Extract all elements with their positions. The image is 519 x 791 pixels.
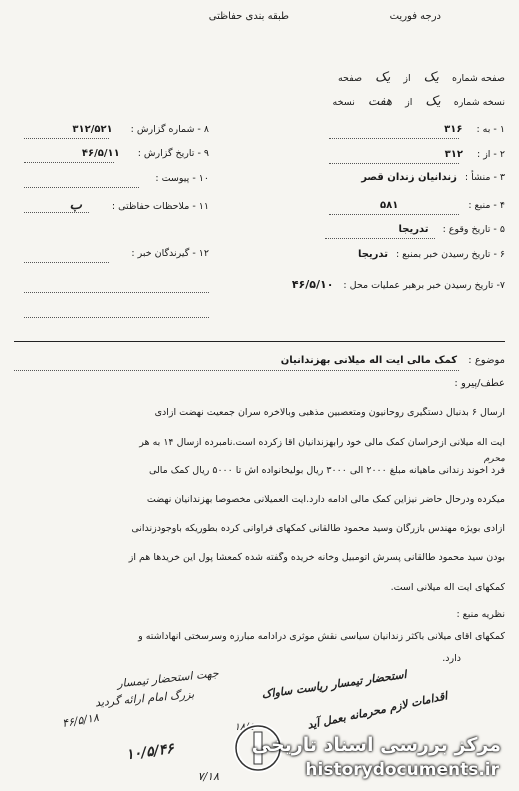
dotted-line: [24, 262, 109, 263]
body-line: آزادی بویژه مهندس بازرگان وسید محمود طالقانی کمکهای فراوانی کرده بطوریکه باوجودزندانی: [131, 523, 505, 534]
handwritten-date: ۱۸/۵: [234, 722, 254, 733]
watermark-title: مرکز بررسی اسناد تاریخی: [251, 734, 501, 756]
signature: ۱۰/۵/۴۶: [125, 740, 175, 764]
field-origin: ۳ - منشأ :زندانیان زندان قصر: [361, 172, 505, 183]
source-opinion-label: نظریه منبع :: [456, 609, 505, 620]
handwritten-date: ۷/۱۸: [197, 770, 219, 783]
field-recipients: ۱۲ - گیرندگان خبر :: [131, 248, 209, 259]
dotted-line: [329, 163, 459, 164]
subject-line: موضوع : کمک مالی ایت اله میلانی بهزندانیان: [280, 355, 505, 366]
page-number-row: صفحه شماره یک از یک صفحه: [337, 70, 505, 85]
handwritten-note: اقدامات لازم محرمانه بعمل آید: [306, 689, 449, 732]
field-report-date: ۹ - تاریخ گزارش :۴۶/۵/۱۱: [81, 148, 209, 159]
field-news-to-source: ۶ - تاریخ رسیدن خبر بمنبع :تدریجا: [357, 249, 505, 260]
dotted-line: [24, 317, 209, 318]
body-line: میکرده ودرحال حاضر نیزاین کمک مالی ادامه دارد.ایت العمیلانی مخصوصا بهزندانیان نهضت: [146, 494, 505, 505]
body-line: ارسال ۶ بدنبال دستگیری روحانیون ومتعصبین مذهبی وبالاخره سران جمعیت نهضت آزادی: [154, 407, 505, 418]
field-from: ۲ - از :۳۱۲: [444, 149, 505, 160]
field-to: ۱ - به :۳۱۶: [444, 124, 505, 135]
handwritten-note: جهت استحضار تیمسار: [116, 666, 220, 691]
field-attachment: ۱۰ - پیوست :: [155, 173, 209, 184]
source-opinion-tail: دارد.: [442, 653, 461, 664]
dotted-line: [325, 238, 435, 239]
dotted-line: [24, 162, 114, 163]
dotted-line: [329, 214, 459, 215]
insert-note: محرم: [483, 454, 505, 464]
field-security-notes: ۱۱ - ملاحظات حفاظتی :ب: [69, 198, 209, 213]
dotted-line: [24, 187, 139, 188]
body-line: بودن سید محمود طالقانی پسرش اتومبیل وخانه خریده وگفته شده کمعشا پول این خریدها هم از: [128, 552, 505, 563]
watermark-url: historydocuments.ir: [305, 760, 499, 780]
dotted-line: [24, 138, 109, 139]
classification-label: طبقه بندی حفاظتی: [208, 11, 289, 22]
copy-number-row: نسخه شماره یک از هفت نسخه: [332, 94, 505, 109]
handwritten-note: استحضار تیمسار ریاست ساواک: [260, 667, 408, 702]
handwritten-note: بزرگ امام ارائه گردید: [94, 687, 195, 710]
dotted-line: [329, 138, 459, 139]
reference-label: عطف/پیرو :: [454, 378, 505, 389]
dotted-line: [24, 212, 89, 213]
field-news-to-leader: ۷- تاریخ رسیدن خبر برهبر عملیات محل :۴۶/۵/۱۰: [291, 278, 505, 291]
field-report-number: ۸ - شماره گزارش :۳۱۲/۵۲۱: [72, 124, 209, 135]
field-event-date: ۵ - تاریخ وقوع :تدریجا: [398, 224, 505, 235]
body-line: کمکهای ایت اله میلانی است.: [390, 582, 505, 593]
field-source: ۴ - منبع :۵۸۱: [380, 200, 505, 211]
urgency-label: درجه فوریت: [389, 11, 441, 22]
dotted-line: [14, 370, 459, 371]
dotted-line: [24, 292, 209, 293]
handwritten-date: ۴۶/۵/۱۸: [61, 710, 100, 731]
section-divider: [14, 341, 505, 342]
source-opinion-text: کمکهای آقای میلانی باکثر زندانیان سیاسی نقش موثری درادامه مبارزه وسرسختی انهاداشته و: [138, 631, 505, 642]
body-line: فرد آخوند زندانی ماهیانه مبلغ ۲۰۰۰ الی ۳۰۰۰ ریال بولیخانواده اش تا ۵۰۰۰ ریال کمک مالی: [148, 465, 505, 476]
body-line: آیت اله میلانی ازخراسان کمک مالی خود رابهزندانیان آقا زکرده است.نامبرده ازسال ۱۴ به هر: [139, 437, 505, 448]
